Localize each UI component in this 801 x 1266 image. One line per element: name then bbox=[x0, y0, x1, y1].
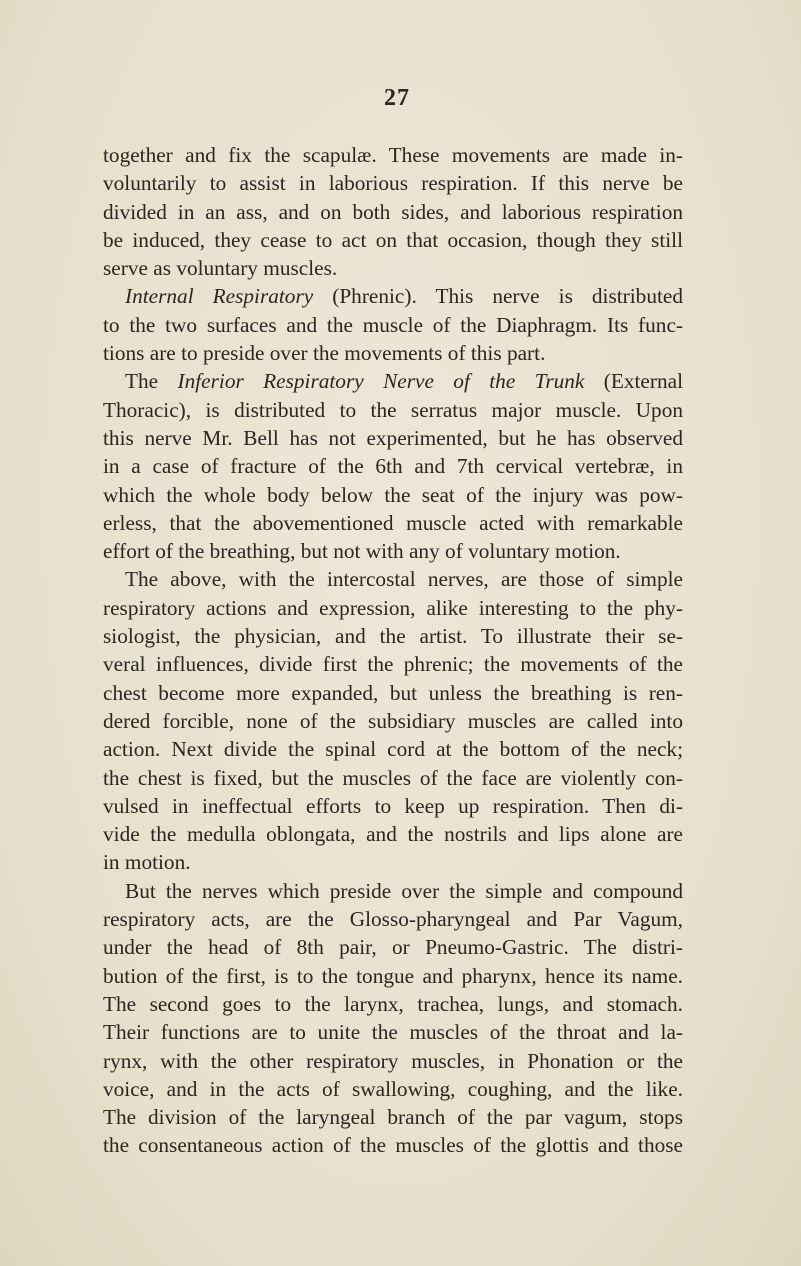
text-line bbox=[103, 990, 683, 1018]
text-run: which the whole body below the seat of the injury was pow- bbox=[103, 482, 683, 507]
text-line bbox=[103, 481, 683, 509]
text-line bbox=[103, 1018, 683, 1046]
text-run: serve as voluntary muscles. bbox=[103, 256, 338, 281]
text-line bbox=[103, 396, 683, 424]
text-run: this nerve Mr. Bell has not experimented, but he has observed bbox=[103, 425, 683, 450]
text-run: (Phrenic). This nerve is distributed bbox=[313, 284, 683, 309]
text-run: Thoracic), is distributed to the serratus major muscle. Upon bbox=[103, 397, 683, 422]
text-run: bution of the first, is to the tongue and pharynx, hence its name. bbox=[103, 963, 683, 988]
text-line bbox=[103, 1103, 683, 1131]
text-line bbox=[103, 169, 683, 197]
text-line bbox=[103, 764, 683, 792]
text-line bbox=[103, 679, 683, 707]
text-line bbox=[103, 254, 683, 282]
text-line bbox=[103, 1075, 683, 1103]
page-number: 27 bbox=[384, 85, 410, 111]
text-run: veral influences, divide first the phrenic; the movements of the bbox=[103, 652, 683, 677]
text-line bbox=[103, 905, 683, 933]
text-run: chest become more expanded, but unless the breathing is ren- bbox=[103, 680, 683, 705]
text-run: together and fix the scapulæ. These movements are made in- bbox=[103, 143, 683, 167]
text-run: action. Next divide the spinal cord at the bottom of the neck; bbox=[103, 737, 683, 762]
text-run: The above, with the intercostal nerves, are those of simple bbox=[125, 567, 683, 592]
text-line bbox=[103, 848, 683, 876]
text-run: rynx, with the other respiratory muscles, in Phonation or the bbox=[103, 1048, 683, 1073]
text-line bbox=[103, 792, 683, 820]
text-run: (External bbox=[584, 369, 683, 394]
text-line bbox=[103, 877, 683, 905]
text-run: dered forcible, none of the subsidiary muscles are called into bbox=[103, 708, 683, 733]
text-line bbox=[103, 1131, 683, 1159]
text-run: divided in an ass, and on both sides, and laborious respiration bbox=[103, 199, 683, 224]
text-run: respiratory actions and expression, alike interesting to the phy- bbox=[103, 595, 683, 620]
text-run: The bbox=[125, 369, 178, 394]
text-run: respiratory acts, are the Glosso-pharyngeal and Par Vagum, bbox=[103, 907, 683, 932]
italic-term: Internal Respiratory bbox=[125, 284, 314, 309]
text-line bbox=[103, 509, 683, 537]
text-run: under the head of 8th pair, or Pneumo-Gastric. The distri- bbox=[103, 935, 683, 960]
text-line bbox=[103, 311, 683, 339]
text-run: The division of the laryngeal branch of the par vagum, stops bbox=[103, 1105, 683, 1130]
text-run: voluntarily to assist in laborious respiration. If this nerve be bbox=[103, 171, 683, 196]
text-line bbox=[103, 565, 683, 593]
text-line bbox=[103, 735, 683, 763]
text-line bbox=[103, 141, 683, 169]
text-line bbox=[103, 1047, 683, 1075]
text-line bbox=[103, 820, 683, 848]
text-run: the chest is fixed, but the muscles of the face are violently con- bbox=[103, 765, 683, 790]
text-line bbox=[103, 537, 683, 565]
text-run: siologist, the physician, and the artist. To illustrate their se- bbox=[103, 624, 683, 649]
text-run: The second goes to the larynx, trachea, lungs, and stomach. bbox=[103, 991, 683, 1016]
text-run: be induced, they cease to act on that occasion, though they still bbox=[103, 227, 683, 252]
text-run: erless, that the abovementioned muscle acted with remarkable bbox=[103, 510, 683, 535]
text-run: the consentaneous action of the muscles of the glottis and those bbox=[103, 1133, 683, 1158]
text-run: voice, and in the acts of swallowing, coughing, and the like. bbox=[103, 1076, 683, 1101]
text-run: to the two surfaces and the muscle of the Diaphragm. Its func- bbox=[103, 312, 683, 337]
italic-term: Inferior Respiratory Nerve of the Trunk bbox=[177, 369, 585, 394]
text-line bbox=[103, 198, 683, 226]
text-line bbox=[103, 933, 683, 961]
text-run: in motion. bbox=[103, 850, 191, 875]
text-run: Their functions are to unite the muscles of the throat and la- bbox=[103, 1020, 683, 1045]
text-line bbox=[103, 424, 683, 452]
text-run: effort of the breathing, but not with any of voluntary motion. bbox=[103, 539, 621, 564]
text-line bbox=[103, 339, 683, 367]
text-run: tions are to preside over the movements of this part. bbox=[103, 341, 546, 366]
text-line bbox=[103, 452, 683, 480]
text-run: vulsed in ineffectual efforts to keep up respiration. Then di- bbox=[103, 793, 683, 818]
text-line bbox=[103, 962, 683, 990]
text-line bbox=[103, 367, 683, 395]
text-line bbox=[103, 226, 683, 254]
text-line bbox=[103, 707, 683, 735]
text-line bbox=[103, 594, 683, 622]
text-line bbox=[103, 650, 683, 678]
text-line bbox=[103, 622, 683, 650]
body-text bbox=[103, 141, 683, 1160]
text-run: in a case of fracture of the 6th and 7th cervical vertebræ, in bbox=[103, 454, 683, 479]
text-run: vide the medulla oblongata, and the nostrils and lips alone are bbox=[103, 822, 683, 847]
text-run: But the nerves which preside over the simple and compound bbox=[125, 878, 683, 903]
text-line bbox=[103, 282, 683, 310]
